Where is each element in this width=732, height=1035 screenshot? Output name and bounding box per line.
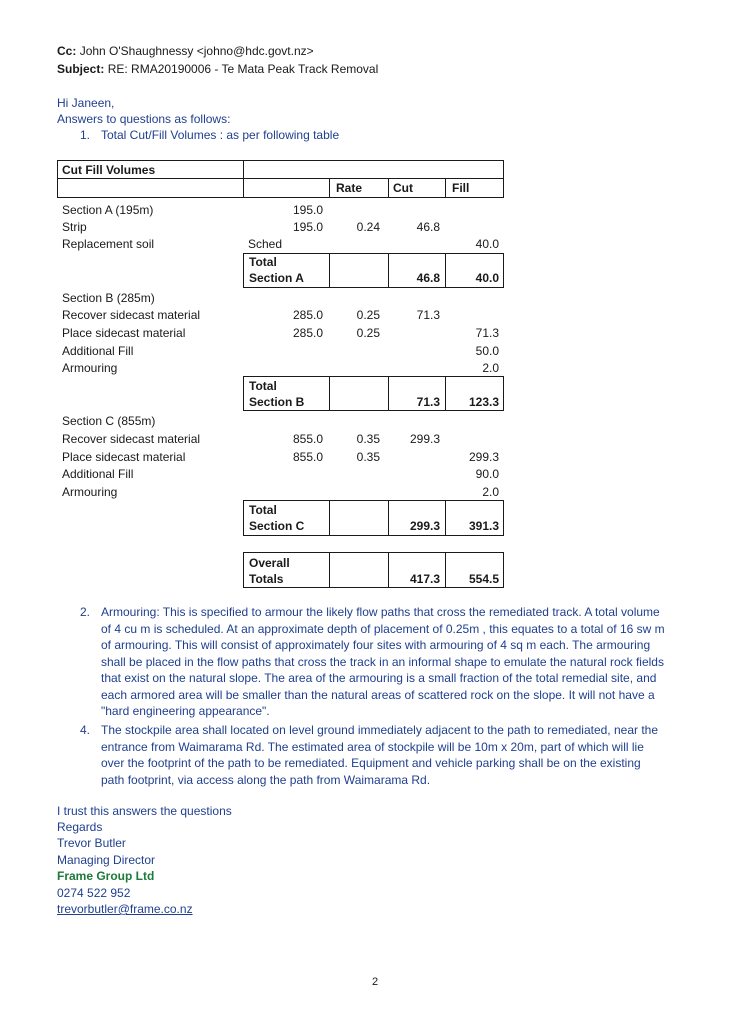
- row-label: Place sidecast material: [62, 326, 186, 340]
- paragraph-line: of 4 cu m is scheduled. At an approximate depth of placement of 0.25m , this equates to a total of 16 sw m: [101, 621, 665, 636]
- total-divider: [329, 500, 330, 536]
- total-divider: [329, 376, 330, 411]
- row-rate: 0.35: [356, 432, 380, 446]
- paragraph-line: that exist on the natural slope. The area of the armouring is a small fraction of the total remedial site, and: [101, 671, 657, 685]
- row-qty: 285.0: [292, 308, 323, 322]
- total-fill: 40.0: [475, 271, 499, 285]
- total-cut: 46.8: [416, 271, 440, 285]
- row-label: Place sidecast material: [62, 450, 186, 464]
- row-cut: 46.8: [416, 220, 440, 234]
- row-fill: 50.0: [475, 344, 499, 358]
- row-label: Additional Fill: [62, 467, 134, 481]
- row-label: Additional Fill: [62, 344, 134, 358]
- table-col-divider: [329, 178, 330, 198]
- row-qty: 855.0: [292, 450, 323, 464]
- greeting: Hi Janeen,: [57, 96, 115, 110]
- row-label: Armouring: [62, 361, 118, 375]
- col-header-fill: Fill: [452, 181, 470, 195]
- closing-line: I trust this answers the questions: [57, 804, 232, 818]
- row-label: Armouring: [62, 485, 118, 499]
- paragraph-line: The stockpile area shall located on level ground immediately adjacent to the path to remediated, near the: [101, 723, 659, 737]
- total-fill: 391.3: [468, 519, 499, 533]
- company-name: Frame Group Ltd: [57, 869, 155, 883]
- item1-number: 1.: [80, 128, 91, 142]
- email-link[interactable]: trevorbutler@frame.co.nz: [57, 902, 193, 916]
- total-divider: [329, 253, 330, 288]
- row-qty: 195.0: [292, 220, 323, 234]
- row-fill: 2.0: [482, 361, 499, 375]
- overall-cut: 417.3: [409, 572, 440, 586]
- row-fill: 71.3: [475, 326, 499, 340]
- paragraph-line: shall be placed in the flow paths that cross the track in an informal shape to emulate the natural rock fields: [101, 654, 664, 669]
- section-c-heading: Section C (855m): [62, 414, 156, 428]
- table-col-divider: [243, 160, 244, 198]
- section-a-heading: Section A (195m): [62, 203, 154, 217]
- total-label: Section A: [249, 271, 304, 285]
- row-rate: 0.25: [356, 326, 380, 340]
- row-rate: 0.35: [356, 450, 380, 464]
- row-label: Recover sidecast material: [62, 308, 201, 322]
- col-header-cut: Cut: [393, 181, 413, 195]
- table-col-divider: [445, 178, 446, 198]
- total-label: Total: [249, 255, 277, 269]
- subject-line: [57, 62, 378, 77]
- total-cut: 71.3: [416, 395, 440, 409]
- cc-line: [57, 44, 314, 59]
- subject-label: Subject:: [57, 62, 105, 76]
- row-rate: 0.25: [356, 308, 380, 322]
- section-a-length: 195.0: [292, 203, 323, 217]
- item4-paragraph: [101, 722, 701, 788]
- total-label: Total: [249, 503, 277, 517]
- item2-number: 2.: [80, 605, 91, 619]
- paragraph-line: Armouring: This is specified to armour the likely flow paths that cross the remediated track. A total volume: [101, 605, 660, 619]
- signer-title: Managing Director: [57, 853, 156, 867]
- row-label: Replacement soil: [62, 237, 155, 251]
- paragraph-line: each armored area will be smaller than the natural areas of scattered rock on the slope. It will not have a: [101, 687, 655, 702]
- total-label: Total: [249, 379, 277, 393]
- cc-value: John O'Shaughnessy <johno@hdc.govt.nz>: [79, 44, 314, 58]
- section-b-heading: Section B (285m): [62, 291, 155, 305]
- item1-text: Total Cut/Fill Volumes : as per following table: [101, 128, 340, 142]
- paragraph-line: over the footprint of the path to be remediated. Equipment and vehicle parking shall be on the existing: [101, 756, 641, 770]
- row-label: Strip: [62, 220, 87, 234]
- regards: Regards: [57, 820, 103, 834]
- page-number: 2: [372, 976, 379, 988]
- row-label: Recover sidecast material: [62, 432, 201, 446]
- row-rate: 0.24: [356, 220, 380, 234]
- overall-fill: 554.5: [468, 572, 499, 586]
- item4-number: 4.: [80, 723, 91, 737]
- phone-number: 0274 522 952: [57, 886, 131, 900]
- row-qty: 285.0: [292, 326, 323, 340]
- row-fill: 299.3: [468, 450, 499, 464]
- paragraph-line: of armouring. This will consist of approximately four sites with armouring of 4 sq m each. The armouring: [101, 638, 651, 652]
- row-cut: 299.3: [409, 432, 440, 446]
- paragraph-line: entrance from Waimarama Rd. The estimated area of stockpile will be 10m x 20m, part of which will lie: [101, 739, 644, 754]
- row-qty: Sched: [248, 237, 283, 251]
- total-divider: [329, 552, 330, 588]
- row-fill: 2.0: [482, 485, 499, 499]
- overall-label: Overall: [249, 556, 290, 570]
- table-title: Cut Fill Volumes: [62, 163, 156, 177]
- row-cut: 71.3: [416, 308, 440, 322]
- overall-label: Totals: [249, 572, 284, 586]
- signer-name: Trevor Butler: [57, 836, 126, 850]
- item2-paragraph: [101, 604, 701, 720]
- subject-value: RE: RMA20190006 - Te Mata Peak Track Removal: [107, 62, 379, 76]
- table-col-divider: [388, 178, 389, 198]
- total-label: Section B: [249, 395, 305, 409]
- cc-label: Cc:: [57, 44, 77, 58]
- paragraph-line: "hard engineering appearance".: [101, 704, 270, 718]
- total-fill: 123.3: [468, 395, 499, 409]
- paragraph-line: path footprint, via access along the path from Waimarama Rd.: [101, 772, 431, 787]
- col-header-rate: Rate: [336, 181, 363, 195]
- row-qty: 855.0: [292, 432, 323, 446]
- total-cut: 299.3: [409, 519, 440, 533]
- total-label: Section C: [249, 519, 305, 533]
- row-fill: 90.0: [475, 467, 499, 481]
- table-header-divider: [57, 178, 504, 179]
- intro-lead: Answers to questions as follows:: [57, 112, 231, 126]
- row-fill: 40.0: [475, 237, 499, 251]
